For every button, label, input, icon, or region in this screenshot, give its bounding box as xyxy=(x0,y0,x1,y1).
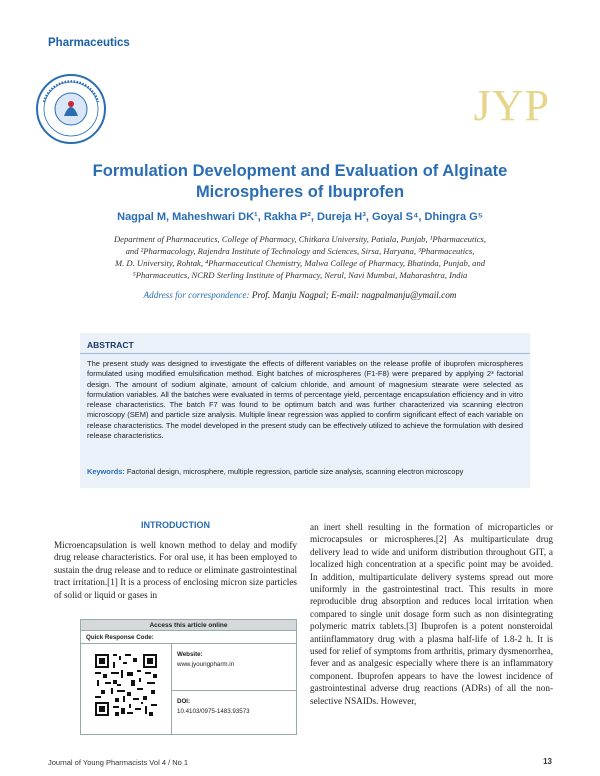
website-label: Website: xyxy=(177,651,203,658)
association-logo xyxy=(34,72,108,146)
access-header: Access this article online xyxy=(81,620,296,631)
abstract-heading: ABSTRACT xyxy=(87,340,134,350)
doi-label: DOI: xyxy=(177,698,191,705)
keywords: Keywords: Factorial design, microsphere, multiple regression, particle size analysis, scanning electron microscopy xyxy=(87,467,464,476)
qr-label: Quick Response Code: xyxy=(86,634,154,641)
access-article-box xyxy=(80,619,297,735)
article-title: Formulation Development and Evaluation of Alginate Microspheres of Ibuprofen xyxy=(92,162,508,201)
abstract-box xyxy=(80,333,530,488)
journal-logo: JYP xyxy=(473,81,550,130)
left-column xyxy=(54,520,297,601)
abstract-text: The present study was designed to investigate the effects of different variables on the release profile of ibuprofen microspheres formulated using modified emulsification method. Eight batches of microspheres (F1-F8) were prepared by applying 2³ factorial design. The amount of sodium alginate, amount of calcium chloride, and amount of magnesium stearate were selected as formulation variables. All the batches were evaluated in terms of percentage yield, percentage encapsulation efficiency and in vitro release characteristics. The batch F7 was found to be optimum batch and was further characterized via scanning electron microscopy (SEM) and particle size analysis. Multiple linear regression was applied to confirm significant effect of each variable on release characteristics. The model developed in the present study can be effectively utilized to achieve the formulation with desired release characteristics. xyxy=(87,359,523,441)
qr-code-icon[interactable] xyxy=(93,652,159,718)
right-column xyxy=(310,521,553,707)
author-list: Nagpal M, Maheshwari DK¹, Rakha P², Dureja H³, Goyal S⁴, Dhingra G⁵ xyxy=(117,211,483,223)
footer-journal: Journal of Young Pharmacists Vol 4 / No 1 xyxy=(48,758,189,767)
intro-paragraph-right: an inert shell resulting in the formation of microparticles or microcapsules or microspheres.[2] As multiparticulate drug delivery lead to wide and uniform distribution throughout GIT, a localized high concentration at a specific point may be avoided. In addition, multiparticulate delivery systems spread out more uniformly in the gastrointestinal tract. This results in more reproducible drug absorption and reduces local irritation when compared to single unit dosage form such as non disintegrating polymeric matrix tablets.[3] Ibuprofen is a potent nonsteroidal antiinflammatory drug with a plasma half-life of 1.8-2 h. It is used for relief of symptoms from arthritis, primary dysmenorrhea, fever and as analgesic especially where there is an inflammatory component. Ibuprofen appears to have the lowest incidence of gastrointestinal adverse drug reactions (ADRs) of all the non-selective NSAIDs. However, xyxy=(310,522,553,706)
affiliations: Department of Pharmaceutics, College of Pharmacy, Chitkara University, Patiala, Punjab, ¹Pharmaceutics, and ²Pharmacology, Rajendra Institute of Technology and Sciences, Sirsa, Haryana, ³Pharmaceutics, M. D. University, Rohtak, ⁴Pharmaceutical Chemistry, Malwa College of Pharmacy, Bhatinda, Punjab, and ⁵Pharmaceutics, NCRD Sterling Institute of Pharmacy, Nerul, Navi Mumbai, Maharashtra, India xyxy=(113,234,487,280)
correspondence: Address for correspondence: Prof. Manju Nagpal; E-mail: nagpalmanju@ymail.com xyxy=(143,290,457,300)
introduction-heading: INTRODUCTION xyxy=(141,520,210,530)
website-link[interactable]: www.jyoungpharm.in xyxy=(177,661,235,668)
doi-link[interactable]: 10.4103/0975-1483.93573 xyxy=(177,708,250,715)
section-tag: Pharmaceutics xyxy=(48,37,130,49)
intro-paragraph-left: Microencapsulation is well known method to delay and modify drug release characteristics. For oral use, it has been employed to sustain the drug release and to reduce or eliminate gastrointestinal tract irritation.[1] It is a process of enclosing micron size particles of solid or liquid or gases in xyxy=(54,540,297,600)
abstract-divider xyxy=(80,353,530,354)
page-number: 13 xyxy=(543,757,552,766)
